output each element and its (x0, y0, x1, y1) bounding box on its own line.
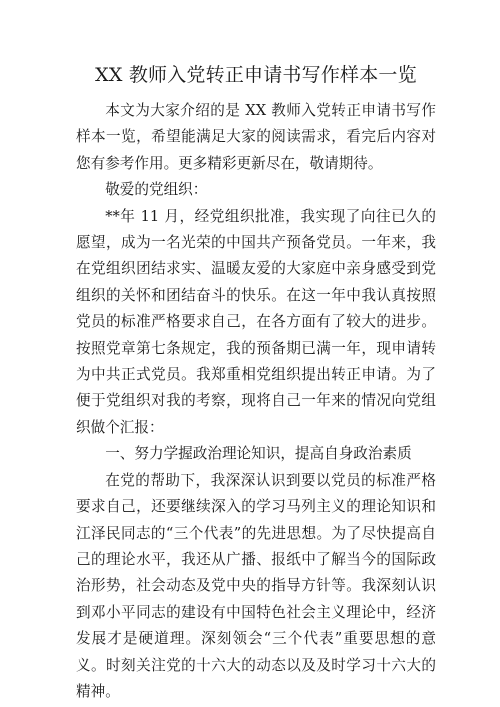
section-heading-1: 一、努力学握政治理论知识，提高自身政治素质 (105, 445, 412, 463)
intro-paragraph: 本文为大家介绍的是 XX 教师入党转正申请书写作样本一览，希望能满足大家的阅读需求，看完后内容对您有参考作用。更多精彩更新尽在，敬请期待。 (76, 102, 436, 172)
body-paragraph-1: **年 11 月，经党组织批准，我实现了向往已久的愿望，成为一名光荣的中国共产预备党员。一年来，我在党组织团结求实、温暖友爱的大家庭中亲身感受到党组织的关怀和团结奋斗的快乐。在这一年中我认真按照党员的标准严格要求自己，在各方面有了较大的进步。按照党章第七条规定，我的预备期已满一年，现申请转为中共正式党员。我郑重相党组织提出转正申请。为了便于党组织对我的考察，现将自己一年来的情况向党组织做个汇报： (76, 207, 436, 436)
salutation: 敬爱的党组织： (105, 181, 208, 199)
body-paragraph-2: 在党的帮助下，我深深认识到要以党员的标准严格要求自己，还要继续深入的学习马列主义的理论知识和江泽民同志的“三个代表”的先进思想。为了尽快提高自己的理论水平，我还从广播、报纸中了解当今的国际政治形势，社会动态及党中央的指导方针等。我深刻认识到邓小平同志的建设有中国特色社会主义理论中，经济发展才是硬道理。深刻领会“三个代表”重要思想的意义。时刻关注党的十六大的动态以及及时学习十六大的精神。 (76, 471, 436, 700)
document-title: XX 教师入党转正申请书写作样本一览 (95, 64, 417, 86)
